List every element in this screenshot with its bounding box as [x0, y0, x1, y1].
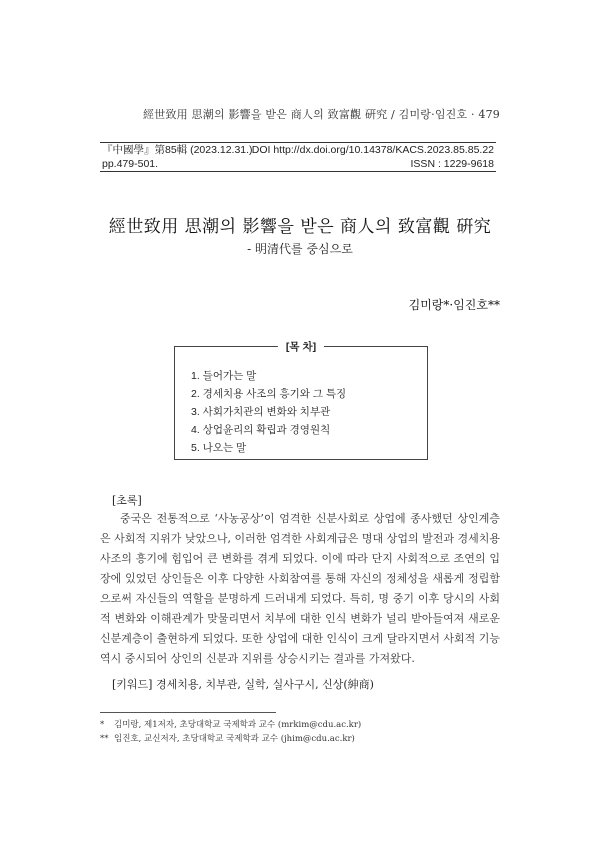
keywords: [키워드] 경세치용, 치부관, 실학, 실사구시, 신상(紳商): [112, 678, 374, 691]
toc-list: [191, 367, 346, 457]
toc-item: 5. 나오는 말: [191, 442, 247, 454]
paper-subtitle: - 明清代를 중심으로: [247, 242, 353, 256]
issn: ISSN : 1229-9618: [410, 158, 494, 170]
footnote-text: 임진호, 교신저자, 초당대학교 국제학과 교수 (jhim@cdu.ac.kr): [114, 734, 355, 744]
abstract-text: 중국은 전통적으로 ‘사농공상’이 엄격한 신분사회로 상업에 종사했던 상인계층은 사회적 지위가 낮았으나, 이러한 엄격한 사회계급은 명대 상업의 발전과 경세치용 사조의 흥기에 힘입어 큰 변화를 겪게 되었다. 이에 따라 단지 사회적으로 조연의 입장에 있었던 상인들은 이후 다양한 사회참여를 통해 자신의 정체성을 새롭게 정립함으로써 자신들의 역할을 분명하게 드러내게 되었다. 특히, 명 중기 이후 당시의 사회적 변화와 이해관계가 맞물리면서 치부에 대한 인식 변화가 널리 받아들여져 새로운 신분계층이 출현하게 되었다. 또한 상업에 대한 인식이 크게 달라지면서 사회적 기능 역시 중시되어 상인의 신분과 지위를 상승시키는 결과를 가져왔다.: [100, 512, 500, 665]
footnote: [100, 718, 361, 732]
doi-link[interactable]: DOI http://dx.doi.org/10.14378/KACS.2023.85.85.22: [251, 144, 494, 156]
footnote-mark: *: [100, 720, 105, 730]
toc-item: 3. 사회가치관의 변화와 치부관: [191, 406, 331, 418]
publication-info: [100, 142, 496, 172]
journal-citation: 『中國學』第85輯 (2023.12.31.): [102, 144, 253, 156]
footnote-mark: **: [100, 734, 109, 744]
table-of-contents: [174, 341, 428, 460]
footnote-text: 김미랑, 제1저자, 초당대학교 국제학과 교수 (mrkim@cdu.ac.kr): [114, 720, 362, 730]
footnote-divider: [100, 712, 276, 713]
running-header: 經世致用 思潮의 影響을 받은 商人의 致富觀 硏究 / 김미랑·임진호 · 479: [143, 108, 500, 121]
footnote: [100, 732, 361, 746]
footnotes: [100, 718, 361, 746]
toc-item: 1. 들어가는 말: [191, 370, 257, 382]
abstract-label: [초록]: [112, 494, 142, 507]
authors: 김미랑*·임진호**: [408, 298, 500, 312]
page-range: pp.479-501.: [102, 158, 159, 170]
toc-item: 2. 경세치용 사조의 흥기와 그 특징: [191, 388, 347, 400]
paper-title: 經世致用 思潮의 影響을 받은 商人의 致富觀 硏究: [108, 217, 492, 237]
toc-heading: [목 차]: [278, 339, 324, 354]
toc-item: 4. 상업윤리의 확립과 경영원칙: [191, 424, 331, 436]
